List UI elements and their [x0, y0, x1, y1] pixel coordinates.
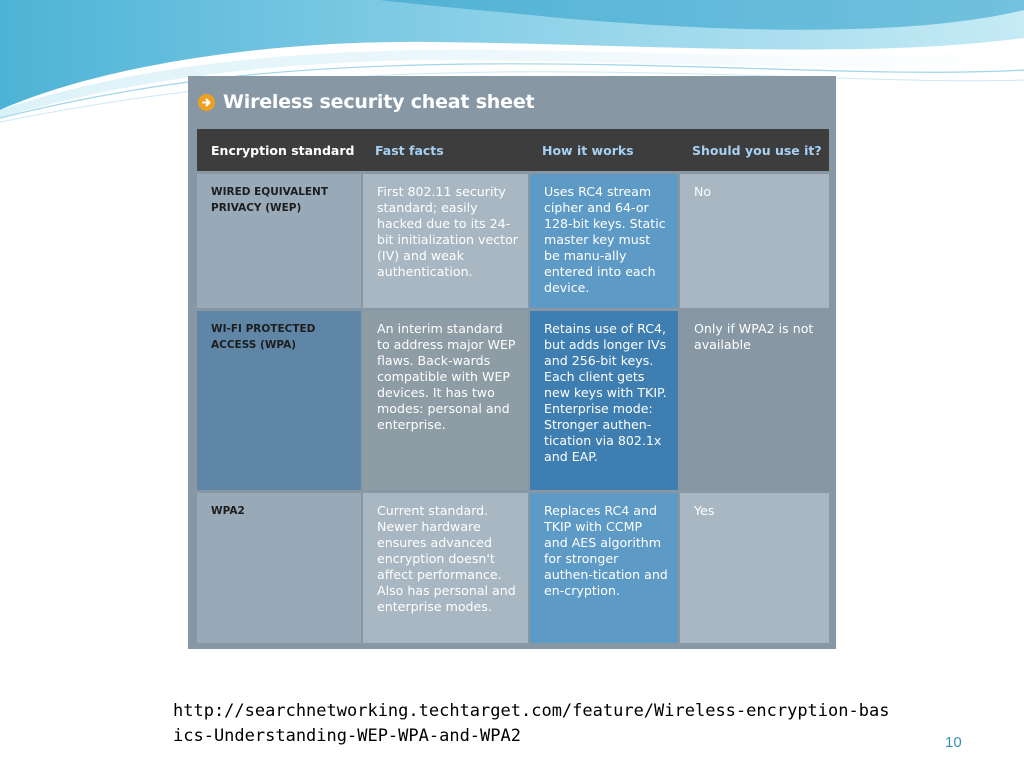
header-fast-facts: Fast facts: [361, 129, 528, 171]
cell-standard: WPA2: [197, 490, 361, 643]
cell-use-it: Only if WPA2 is not available: [678, 308, 829, 490]
cell-use-it: No: [678, 171, 829, 308]
table-row: [197, 308, 829, 490]
page-number: 10: [945, 734, 962, 751]
cell-how-it-works: Uses RC4 stream cipher and 64-or 128-bit keys. Static master key must be manu-ally entered into each device.: [528, 171, 678, 308]
header-how-it-works: How it works: [528, 129, 678, 171]
cheat-sheet-figure: [188, 76, 836, 649]
cell-use-it: Yes: [678, 490, 829, 643]
cell-fast-facts: An interim standard to address major WEP flaws. Back-wards compatible with WEP devices. It has two modes: personal and enterprise.: [361, 308, 528, 490]
table-row: [197, 490, 829, 643]
security-table: [197, 129, 829, 643]
figure-title: [198, 88, 534, 116]
cell-fast-facts: First 802.11 security standard; easily hacked due to its 24-bit initialization vector (IV) and weak authentication.: [361, 171, 528, 308]
cell-how-it-works: Replaces RC4 and TKIP with CCMP and AES algorithm for stronger authen-tication and en-cryption.: [528, 490, 678, 643]
source-url-link[interactable]: http://searchnetworking.techtarget.com/feature/Wireless-encryption-basics-Understanding-WEP-WPA-and-WPA2: [173, 701, 890, 746]
header-encryption-standard: Encryption standard: [197, 129, 361, 171]
cell-fast-facts: Current standard. Newer hardware ensures advanced encryption doesn't affect performance. Also has personal and enterprise modes.: [361, 490, 528, 643]
cell-standard: WI-FI PROTECTED ACCESS (WPA): [197, 308, 361, 490]
cell-how-it-works: Retains use of RC4, but adds longer IVs and 256-bit keys. Each client gets new keys with TKIP. Enterprise mode: Stronger authen-tication via 802.1x and EAP.: [528, 308, 678, 490]
cell-standard: WIRED EQUIVALENT PRIVACY (WEP): [197, 171, 361, 308]
figure-title-text: Wireless security cheat sheet: [223, 91, 535, 113]
arrow-right-circle-icon: [198, 94, 215, 111]
table-row: [197, 171, 829, 308]
table-header-row: [197, 129, 829, 171]
header-should-you-use-it: Should you use it?: [678, 129, 829, 171]
